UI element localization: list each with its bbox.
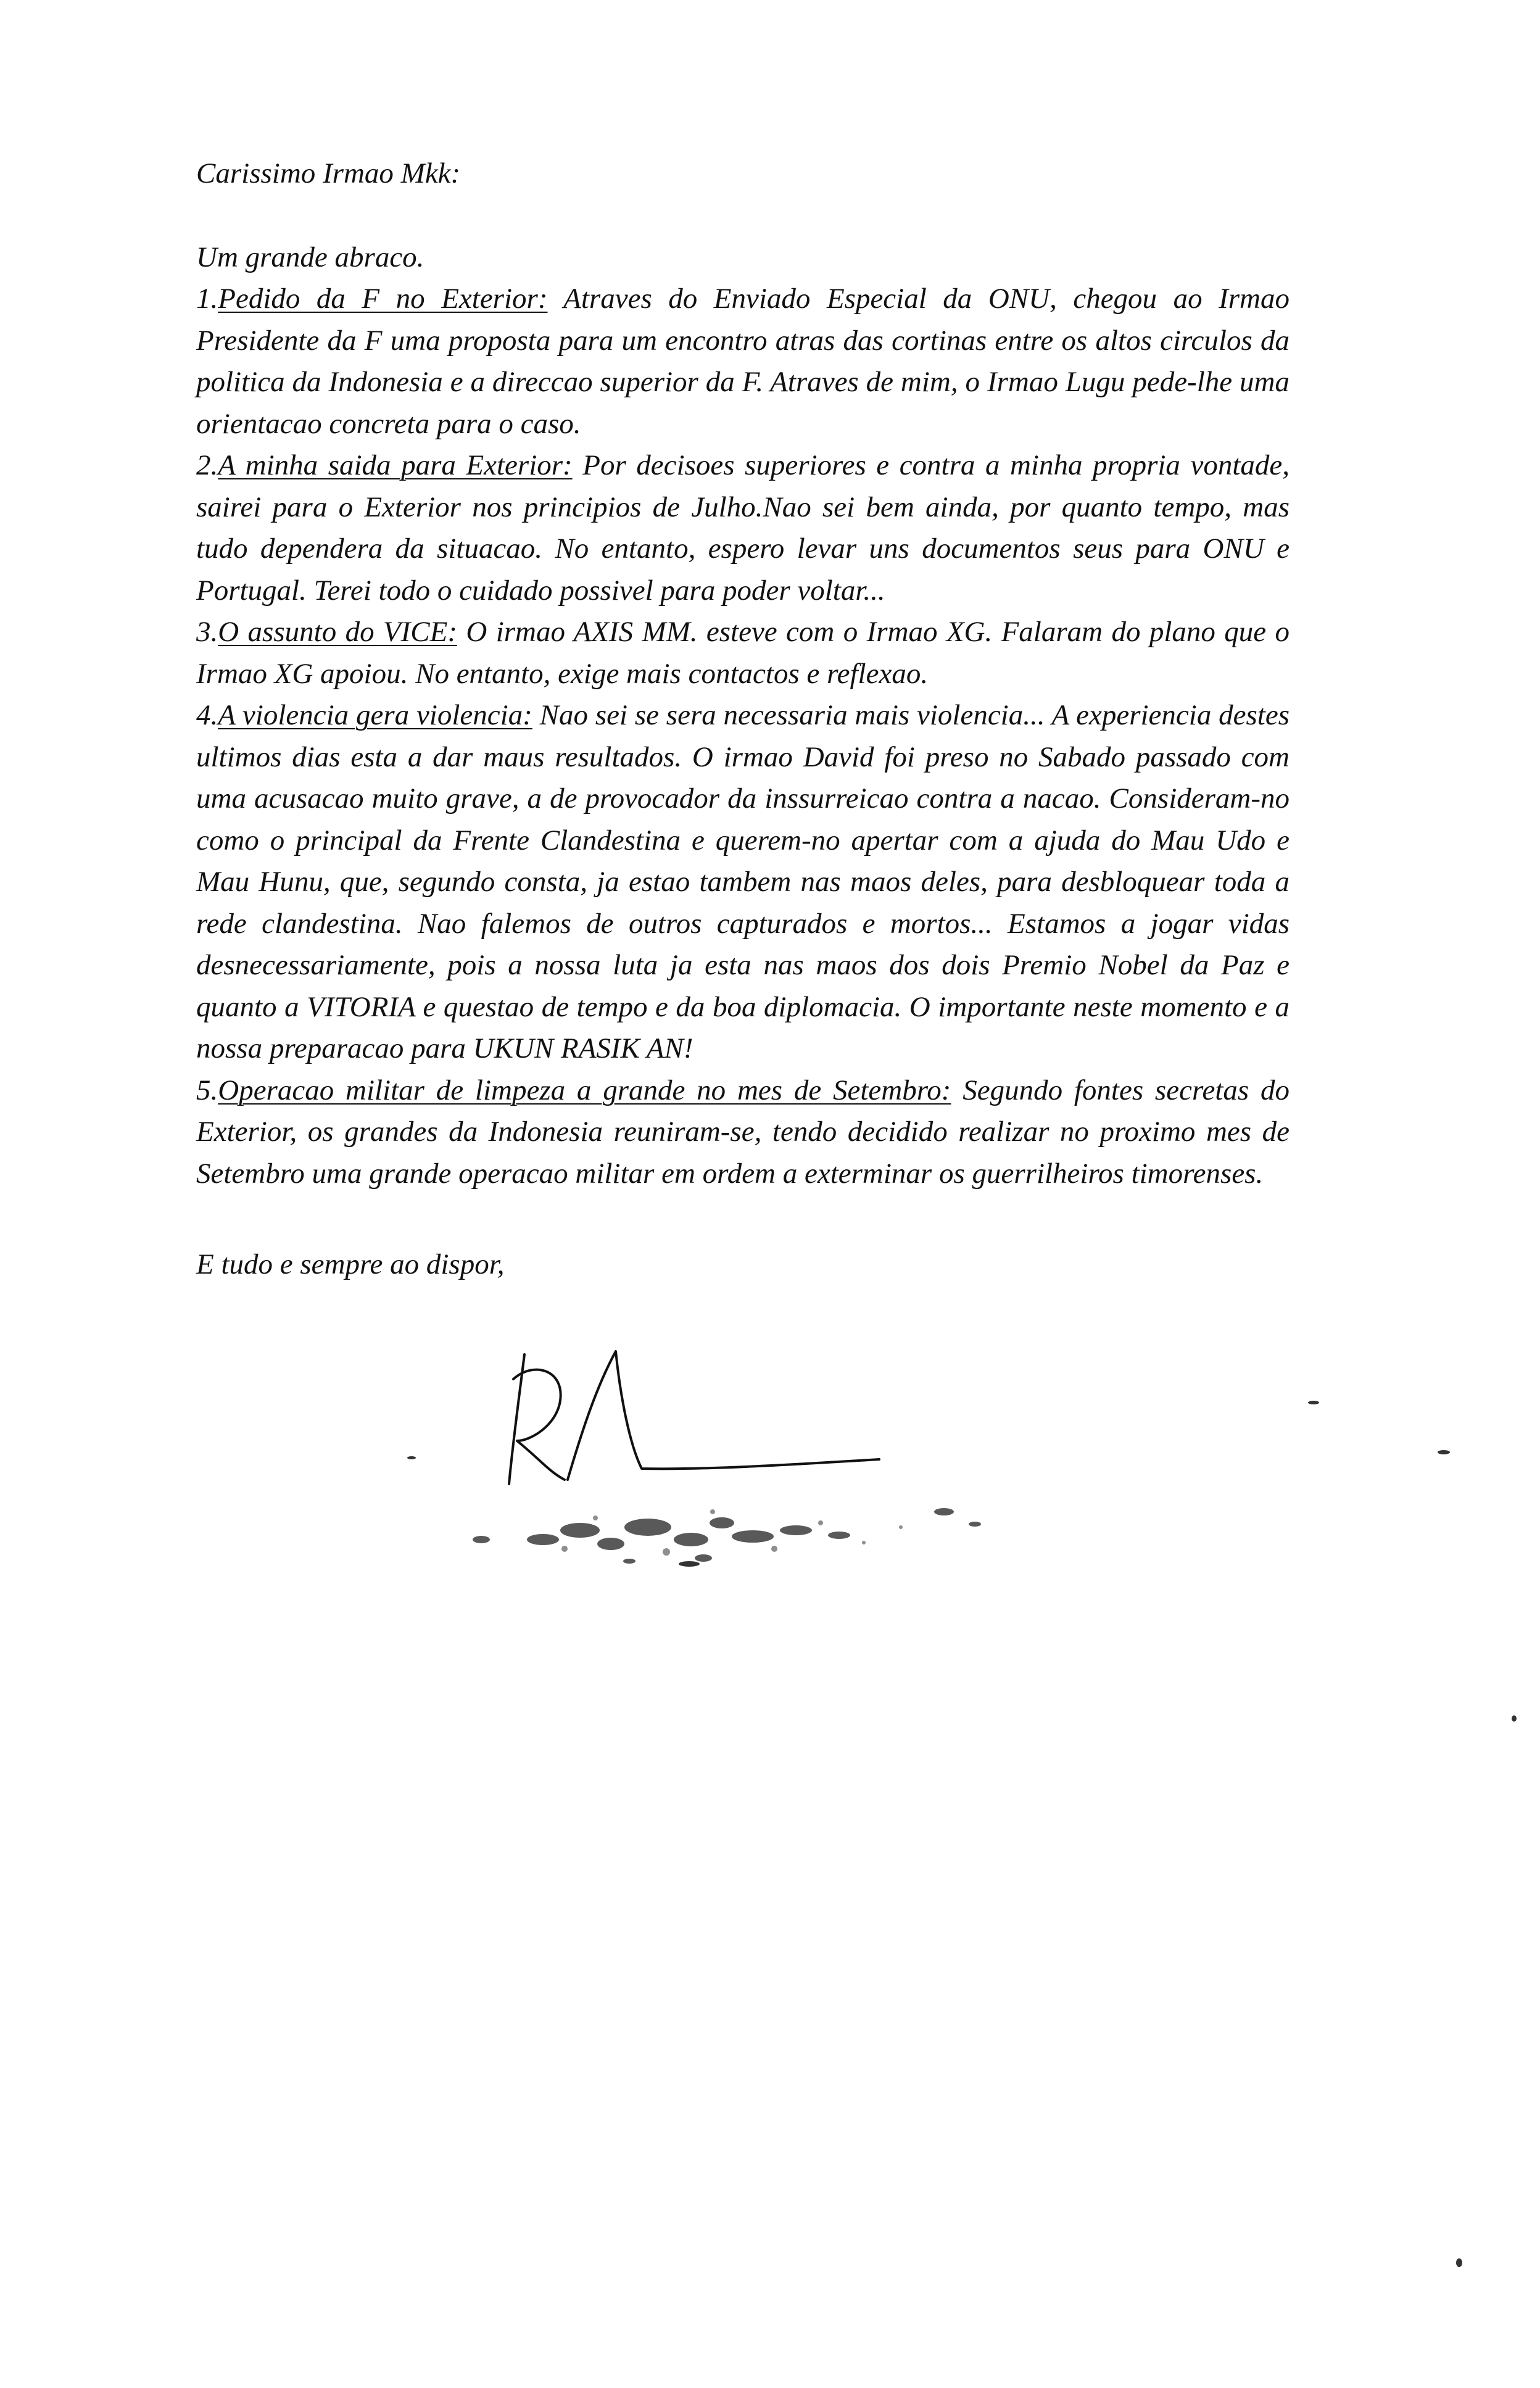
opening-line: Um grande abraco.: [196, 241, 424, 273]
item-3: [196, 612, 1290, 695]
item-5: [196, 1070, 1290, 1195]
item-1: [196, 278, 1290, 445]
item-text: Por decisoes superiores e contra a minha propria vontade, sairei para o Exterior nos principios de Julho.Nao sei bem ainda, por quanto tempo, mas tudo dependera da situacao. No entanto, espero levar uns documentos seus para ONU e Portugal. Terei todo o cuidado possivel para poder voltar...: [196, 449, 1290, 607]
scan-speck: [407, 1456, 416, 1459]
letter-body: [196, 153, 1290, 1286]
item-number: 3.: [196, 616, 218, 648]
item-heading: A violencia gera violencia:: [218, 699, 532, 731]
item-2: [196, 445, 1290, 612]
item-number: 5.: [196, 1074, 218, 1106]
scan-speck: [1512, 1715, 1517, 1722]
scan-speck: [679, 1561, 700, 1567]
item-number: 1.: [196, 283, 218, 315]
item-text: O irmao AXIS MM. esteve com o Irmao XG. Falaram do plano que o Irmao XG apoiou. No entanto, exige mais contactos e reflexao.: [196, 616, 1290, 690]
item-text: Nao sei se sera necessaria mais violencia... A experiencia destes ultimos dias esta a dar maus resultados. O irmao David foi preso no Sabado passado com uma acusacao muito grave, a de provocador da inssurreicao contra a nacao. Consideram-no como o principal da Frente Clandestina e querem-no apertar com a ajuda do Mau Udo e Mau Hunu, que, segundo consta, ja estao tambem nas maos deles, para desbloquear toda a rede clandestina. Nao falemos de outros capturados e mortos... Estamos a jogar vidas desnecessariamente, pois a nossa luta ja esta nas maos dos dois Premio Nobel da Paz e quanto a VITORIA e questao de tempo e da boa diplomacia. O importante neste momento e a nossa preparacao para UKUN RASIK AN!: [196, 699, 1290, 1064]
item-heading: Operacao militar de limpeza a grande no mes de Setembro:: [218, 1074, 951, 1106]
item-heading: Pedido da F no Exterior:: [218, 283, 548, 315]
scan-speck: [1438, 1450, 1450, 1454]
scan-speck: [1308, 1401, 1319, 1404]
item-text: Segundo fontes secretas do Exterior, os grandes da Indonesia reuniram-se, tendo decidido realizar no proximo mes de Setembro uma grande operacao militar em ordem a exterminar os guerrilheiros timorenses.: [196, 1074, 1290, 1190]
signature-mark: [321, 1327, 1185, 1586]
closing-line: E tudo e sempre ao dispor,: [196, 1248, 505, 1280]
item-4: [196, 695, 1290, 1070]
salutation: Carissimo Irmao Mkk:: [196, 157, 461, 189]
item-text: Atraves do Enviado Especial da ONU, chegou ao Irmao Presidente da F uma proposta para um encontro atras das cortinas entre os altos circulos da politica da Indonesia e a direccao superior da F. Atraves de mim, o Irmao Lugu pede-lhe uma orientacao concreta para o caso.: [196, 283, 1290, 440]
scan-speck: [1456, 2258, 1462, 2267]
item-number: 4.: [196, 699, 218, 731]
item-heading: A minha saida para Exterior:: [218, 449, 573, 481]
item-heading: O assunto do VICE:: [218, 616, 458, 648]
item-number: 2.: [196, 449, 218, 481]
